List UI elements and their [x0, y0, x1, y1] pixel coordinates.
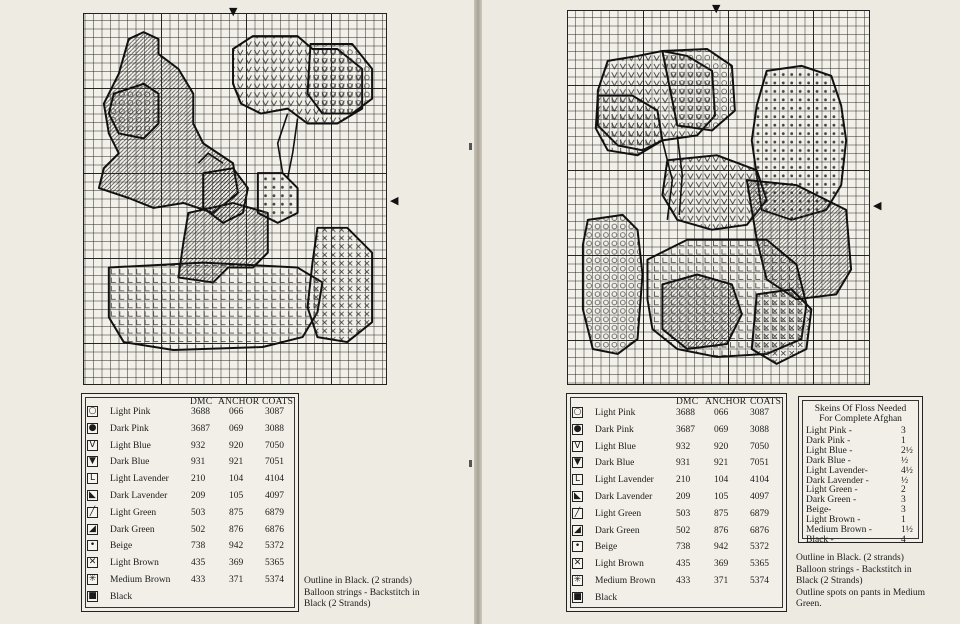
filled-square-icon: ■: [88, 590, 97, 601]
key-row: [567, 439, 786, 456]
skein-quantity: 2: [901, 485, 906, 496]
v-outline-icon: V: [572, 441, 583, 452]
thread-color-name: Beige: [595, 542, 618, 553]
thread-color-name: Light Blue: [110, 440, 151, 451]
key-row: [567, 489, 786, 506]
filled-circle-icon: ●: [88, 422, 97, 433]
coats-number: 3088: [265, 423, 284, 434]
key-row: [82, 404, 298, 421]
asterisk-icon: ✳: [573, 575, 582, 585]
note-line: Black (2 Strands): [304, 599, 371, 609]
circle-outline-icon: ○: [573, 407, 582, 417]
thread-color-name: Light Pink: [595, 408, 636, 418]
skein-color-name: Light Brown -: [806, 515, 861, 526]
coats-number: 3087: [265, 407, 284, 417]
skein-color-name: Dark Pink -: [806, 435, 851, 446]
note-line: Outline spots on pants in Medium: [796, 587, 926, 598]
anchor-number: 942: [229, 541, 244, 552]
skein-quantity: 2½: [901, 445, 913, 456]
thread-color-name: Dark Pink: [110, 423, 149, 434]
l-shape-icon: L: [87, 473, 98, 484]
skein-quantity: 1: [901, 515, 906, 526]
thread-color-name: Black: [595, 592, 618, 603]
coats-number: 5374: [265, 575, 284, 585]
anchor-number: 921: [714, 458, 729, 469]
note-line: Green.: [796, 599, 822, 609]
key-row: [82, 589, 298, 606]
key-row: [82, 488, 298, 505]
key-row: [567, 455, 786, 472]
skein-color-name: Light Green -: [806, 485, 858, 496]
anchor-number: 920: [229, 440, 244, 451]
key-row: [567, 523, 786, 540]
center-marker-top-right: ▼: [712, 2, 721, 15]
coats-number: 4104: [265, 474, 284, 485]
thread-color-name: Beige: [110, 541, 133, 552]
color-key-left: [81, 393, 299, 612]
anchor-number: 921: [229, 457, 244, 468]
skein-row: [806, 426, 914, 436]
filled-corner-triangle-icon: ◣: [572, 491, 583, 502]
coats-number: 7050: [750, 441, 769, 452]
skein-row: [806, 446, 914, 456]
key-row: [567, 590, 786, 607]
skein-row: [806, 525, 914, 535]
anchor-number: 942: [714, 542, 729, 553]
coats-number: 4097: [265, 491, 284, 501]
skein-row: [806, 535, 914, 545]
dmc-number: 3688: [676, 408, 695, 418]
filled-triangle-down-icon: ▼: [87, 456, 98, 467]
dot-icon: •: [572, 541, 583, 552]
dmc-number: 433: [191, 575, 206, 585]
coats-number: 3087: [750, 408, 769, 418]
skein-quantity: ½: [901, 475, 909, 486]
thread-color-name: Light Pink: [110, 407, 151, 417]
anchor-number: 371: [229, 575, 244, 585]
skein-color-name: Beige-: [806, 505, 832, 516]
coats-number: 6876: [265, 524, 284, 535]
thread-color-name: Dark Blue: [110, 457, 150, 468]
anchor-number: 104: [714, 475, 729, 486]
color-key-right: [566, 393, 787, 612]
anchor-number: 105: [229, 491, 244, 501]
dmc-number: 210: [191, 474, 206, 485]
skein-color-name: Dark Green -: [806, 495, 857, 506]
center-marker-side-right: ◀: [873, 199, 882, 212]
anchor-number: 105: [714, 492, 729, 502]
key-row: [82, 438, 298, 455]
dmc-number: 3687: [191, 423, 210, 434]
binding-mark: [469, 143, 472, 150]
thread-color-name: Light Lavender: [110, 474, 169, 485]
filled-triangle-down-icon: ▼: [572, 457, 583, 468]
anchor-number: 104: [229, 474, 244, 485]
skein-color-name: Light Lavender-: [806, 465, 868, 476]
skein-color-name: Dark Blue -: [806, 455, 851, 466]
filled-square-icon: ■: [573, 591, 582, 602]
bear-balloon-motif-right: [568, 11, 869, 384]
anchor-number: 920: [714, 441, 729, 452]
skein-row: [806, 495, 914, 505]
book-spine: [474, 0, 482, 624]
thread-color-name: Dark Green: [110, 524, 155, 535]
anchor-number: 875: [229, 507, 244, 518]
dmc-number: 738: [676, 542, 691, 553]
thread-color-name: Dark Blue: [595, 458, 635, 469]
thread-color-name: Dark Green: [595, 525, 640, 536]
anchor-number: 066: [714, 408, 729, 418]
cross-stitch-chart-right: [567, 10, 870, 385]
cross-stitch-chart-left: [83, 13, 387, 385]
anchor-number: 066: [229, 407, 244, 417]
asterisk-icon: ✳: [88, 574, 97, 584]
skein-quantity: 4: [901, 534, 906, 545]
skeins-subtitle: For Complete Afghan: [819, 414, 902, 424]
anchor-number: 069: [229, 423, 244, 434]
dmc-header: DMC: [190, 397, 213, 407]
skeins-title: Skeins Of Floss Needed: [814, 404, 907, 414]
note-line: Balloon strings - Backstitch in: [796, 564, 912, 575]
skein-quantity: 3: [901, 426, 906, 436]
center-marker-side-left: ◀: [390, 194, 399, 207]
diagonal-slash-icon: ╱: [87, 507, 98, 518]
key-row: [567, 556, 786, 573]
skein-row: [806, 436, 914, 446]
coats-header: COATS: [750, 397, 782, 407]
half-filled-triangle-icon: ◢: [572, 525, 583, 536]
coats-number: 3088: [750, 424, 769, 435]
key-row: [82, 454, 298, 471]
coats-number: 5374: [750, 576, 769, 586]
skein-quantity: 3: [901, 505, 906, 516]
anchor-header: ANCHOR: [705, 397, 747, 407]
skein-color-name: Dark Lavender -: [806, 475, 869, 486]
skein-row: [806, 476, 914, 486]
skein-color-name: Light Pink -: [806, 426, 852, 436]
thread-color-name: Dark Lavender: [595, 492, 653, 502]
thread-color-name: Black: [110, 591, 133, 602]
skein-row: [806, 515, 914, 525]
filled-corner-triangle-icon: ◣: [87, 490, 98, 501]
dmc-header: DMC: [676, 397, 699, 407]
note-line: Outline in Black. (2 strands): [796, 553, 904, 563]
thread-color-name: Dark Pink: [595, 424, 634, 435]
skein-quantity: ½: [901, 455, 909, 466]
anchor-number: 876: [714, 525, 729, 536]
skeins-needed-box: [798, 396, 923, 543]
diagonal-slash-icon: ╱: [572, 508, 583, 519]
anchor-number: 069: [714, 424, 729, 435]
bear-balloon-motif-left: [84, 14, 386, 384]
x-cross-icon: ✕: [573, 558, 582, 569]
skein-row: [806, 466, 914, 476]
x-cross-icon: ✕: [88, 557, 97, 568]
anchor-number: 875: [714, 508, 729, 519]
coats-number: 6876: [750, 525, 769, 536]
anchor-header: ANCHOR: [218, 397, 260, 407]
coats-number: 6879: [750, 508, 769, 519]
thread-color-name: Medium Brown: [110, 575, 171, 585]
key-row: [82, 538, 298, 555]
key-row: [567, 472, 786, 489]
half-filled-triangle-icon: ◢: [87, 524, 98, 535]
dmc-number: 931: [676, 458, 691, 469]
key-row: [567, 506, 786, 523]
dot-icon: •: [87, 540, 98, 551]
note-line: Outline in Black. (2 strands): [304, 576, 412, 586]
dmc-number: 502: [676, 525, 691, 536]
key-row: [82, 421, 298, 438]
dmc-number: 932: [191, 440, 206, 451]
coats-number: 5365: [750, 559, 769, 570]
coats-number: 7050: [265, 440, 284, 451]
coats-number: 5372: [265, 541, 284, 552]
center-marker-top-left: ▼: [229, 5, 238, 18]
dmc-number: 503: [191, 507, 206, 518]
anchor-number: 369: [229, 558, 244, 569]
skein-color-name: Light Blue -: [806, 445, 853, 456]
key-row: [82, 572, 298, 589]
skein-quantity: 1½: [901, 525, 913, 535]
thread-color-name: Light Green: [110, 507, 157, 518]
skein-quantity: 4½: [901, 465, 913, 476]
note-line: Black (2 Strands): [796, 576, 863, 586]
filled-circle-icon: ●: [573, 423, 582, 434]
skein-quantity: 3: [901, 495, 906, 506]
thread-color-name: Light Blue: [595, 441, 636, 452]
stitch-notes-left: [304, 576, 474, 611]
thread-color-name: Light Brown: [110, 558, 159, 569]
dmc-number: 210: [676, 475, 691, 486]
dmc-number: 209: [191, 491, 206, 501]
anchor-number: 371: [714, 576, 729, 586]
key-row: [567, 422, 786, 439]
key-row: [567, 405, 786, 422]
note-line: Balloon strings - Backstitch in: [304, 587, 420, 598]
coats-number: 6879: [265, 507, 284, 518]
dmc-number: 435: [676, 559, 691, 570]
stitch-notes-right: [796, 553, 956, 611]
binding-mark: [469, 460, 472, 467]
dmc-number: 3687: [676, 424, 695, 435]
coats-header: COATS: [262, 397, 294, 407]
thread-color-name: Dark Lavender: [110, 491, 168, 501]
circle-outline-icon: ○: [88, 406, 97, 416]
coats-number: 7051: [265, 457, 284, 468]
key-row: [82, 522, 298, 539]
dmc-number: 209: [676, 492, 691, 502]
skein-row: [806, 485, 914, 495]
key-row: [567, 539, 786, 556]
key-row: [82, 505, 298, 522]
skein-row: [806, 456, 914, 466]
key-row: [82, 471, 298, 488]
skein-quantity: 1: [901, 435, 906, 446]
dmc-number: 931: [191, 457, 206, 468]
skein-color-name: Medium Brown -: [806, 525, 872, 535]
anchor-number: 369: [714, 559, 729, 570]
l-shape-icon: L: [572, 474, 583, 485]
dmc-number: 3688: [191, 407, 210, 417]
coats-number: 4097: [750, 492, 769, 502]
key-row: [82, 555, 298, 572]
thread-color-name: Light Lavender: [595, 475, 654, 486]
dmc-number: 738: [191, 541, 206, 552]
coats-number: 5372: [750, 542, 769, 553]
dmc-number: 502: [191, 524, 206, 535]
thread-color-name: Medium Brown: [595, 576, 656, 586]
v-outline-icon: V: [87, 440, 98, 451]
coats-number: 5365: [265, 558, 284, 569]
skein-color-name: Black -: [806, 534, 834, 545]
anchor-number: 876: [229, 524, 244, 535]
key-row: [567, 573, 786, 590]
thread-color-name: Light Green: [595, 508, 642, 519]
skein-row: [806, 505, 914, 515]
dmc-number: 435: [191, 558, 206, 569]
coats-number: 7051: [750, 458, 769, 469]
dmc-number: 503: [676, 508, 691, 519]
coats-number: 4104: [750, 475, 769, 486]
dmc-number: 433: [676, 576, 691, 586]
dmc-number: 932: [676, 441, 691, 452]
thread-color-name: Light Brown: [595, 559, 644, 570]
